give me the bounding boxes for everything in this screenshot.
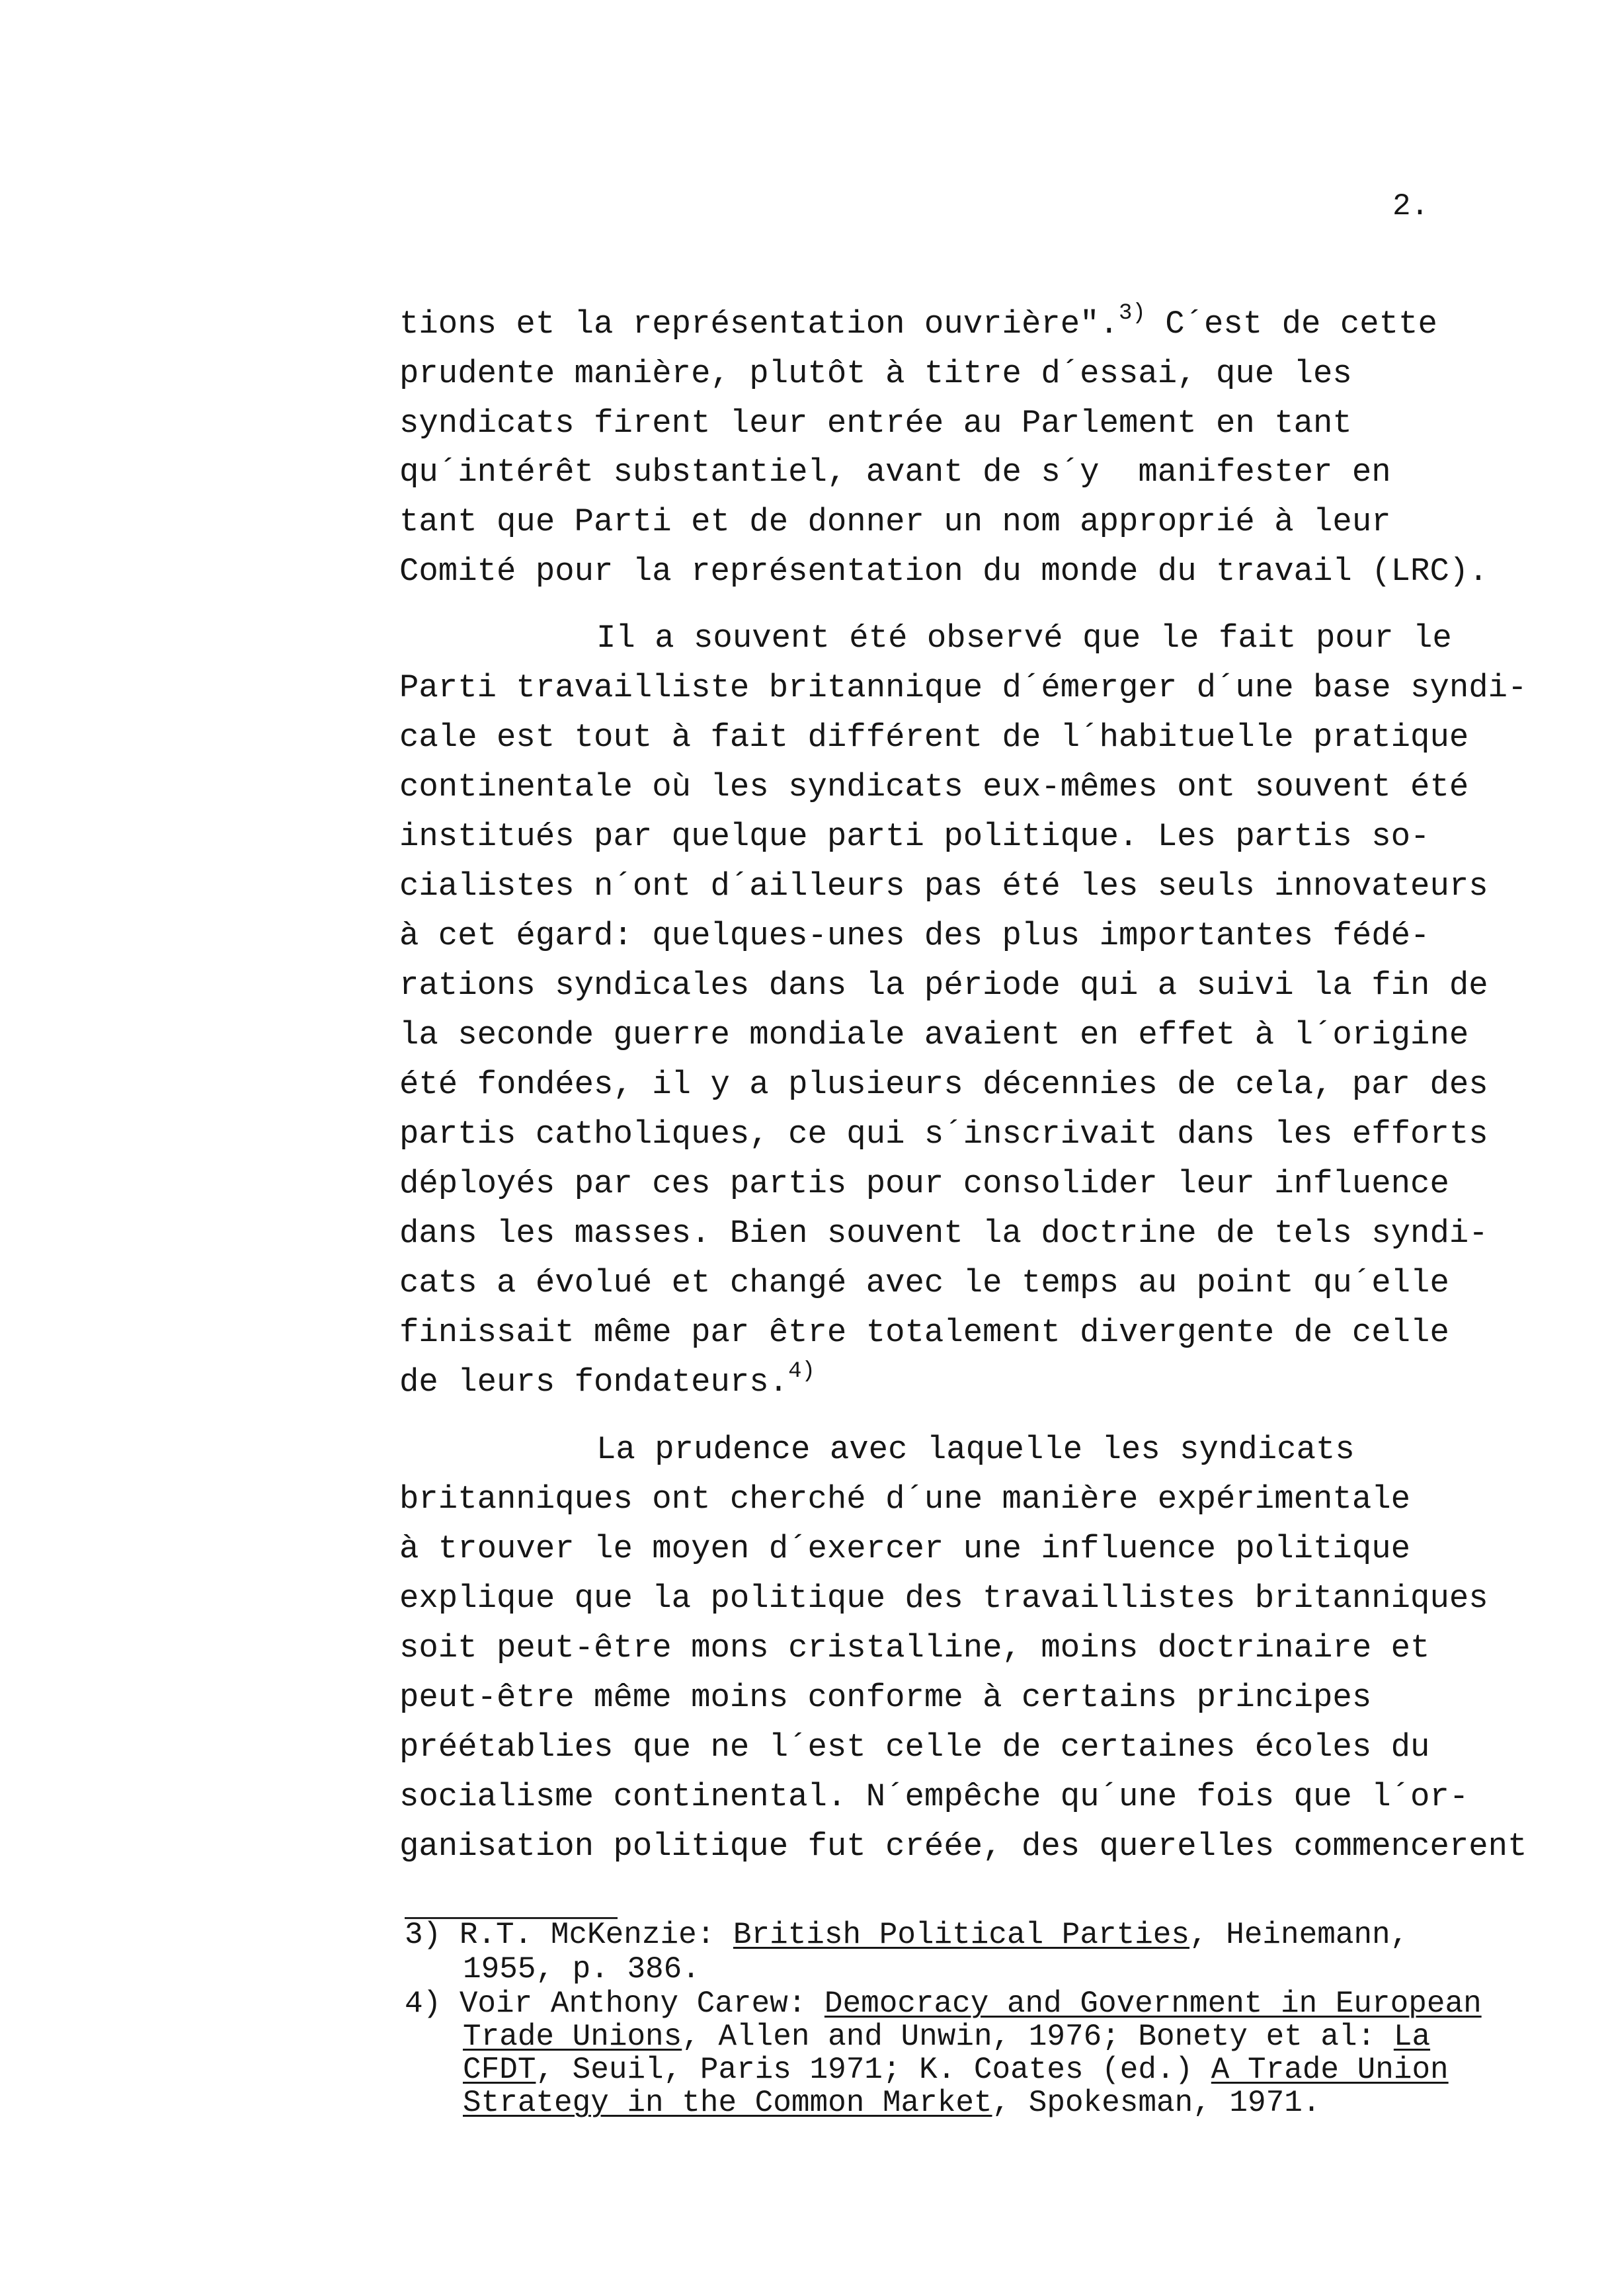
footnote-4: 4) Voir Anthony Carew: Democracy and Government in European bbox=[405, 1987, 1482, 2021]
body-line: cale est tout à fait différent de l´habituelle pratique bbox=[399, 719, 1469, 756]
footnote-ref-3: 3) bbox=[1118, 300, 1146, 326]
footnote-4-cont: Strategy in the Common Market, Spokesman, 1971. bbox=[463, 2086, 1321, 2120]
body-line: rations syndicales dans la période qui a suivi la fin de bbox=[399, 967, 1488, 1004]
paragraph-start-line: Il a souvent été observé que le fait pour le bbox=[596, 620, 1452, 657]
body-line: socialisme continental. N´empêche qu´une fois que l´or- bbox=[399, 1778, 1469, 1815]
body-line: cialistes n´ont d´ailleurs pas été les seuls innovateurs bbox=[399, 868, 1488, 905]
body-line: de leurs fondateurs.$^{4)}$ bbox=[399, 1358, 815, 1401]
body-line: continentale où les syndicats eux-mêmes ont souvent été bbox=[399, 768, 1469, 805]
body-line: britanniques ont cherché d´une manière expérimentale bbox=[399, 1481, 1411, 1518]
body-line: peut-être même moins conforme à certains principes bbox=[399, 1679, 1372, 1716]
body-line: déployés par ces partis pour consolider leur influence bbox=[399, 1165, 1449, 1202]
body-line: cats a évolué et changé avec le temps au point qu´elle bbox=[399, 1264, 1449, 1301]
body-line: à cet égard: quelques-unes des plus importantes fédé- bbox=[399, 917, 1430, 954]
footnote-4-cont: Trade Unions, Allen and Unwin, 1976; Bonety et al: La bbox=[463, 2020, 1431, 2054]
body-line: été fondées, il y a plusieurs décennies de cela, par des bbox=[399, 1066, 1488, 1103]
body-line: syndicats firent leur entrée au Parlement en tant bbox=[399, 405, 1352, 442]
footnote-ref-4: 4) bbox=[788, 1358, 815, 1384]
footnote-3: 3) R.T. McKenzie: British Political Parties, Heinemann, bbox=[405, 1918, 1409, 1952]
body-line: soit peut-être mons cristalline, moins doctrinaire et bbox=[399, 1629, 1430, 1666]
footnote-3-cont: 1955, p. 386. bbox=[463, 1952, 700, 1987]
cited-title: Trade Unions bbox=[463, 2020, 682, 2054]
body-line: Comité pour la représentation du monde du travail (LRC). bbox=[399, 553, 1488, 590]
body-line: institués par quelque parti politique. Les partis so- bbox=[399, 818, 1430, 855]
body-line: prudente manière, plutôt à titre d´essai, que les bbox=[399, 355, 1352, 392]
cited-title: Democracy and Government in European bbox=[824, 1987, 1482, 2021]
body-line: finissait même par être totalement divergente de celle bbox=[399, 1314, 1449, 1351]
body-line: partis catholiques, ce qui s´inscrivait dans les efforts bbox=[399, 1116, 1488, 1153]
body-line: qu´intérêt substantiel, avant de s´y manifester en bbox=[399, 454, 1391, 491]
body-line: Parti travailliste britannique d´émerger d´une base syndi- bbox=[399, 669, 1527, 706]
body-line: à trouver le moyen d´exercer une influence politique bbox=[399, 1530, 1411, 1567]
body-line: la seconde guerre mondiale avaient en effet à l´origine bbox=[399, 1016, 1469, 1053]
footnote-4-cont: CFDT, Seuil, Paris 1971; K. Coates (ed.) A Trade Union bbox=[463, 2053, 1449, 2087]
body-line: explique que la politique des travaillistes britanniques bbox=[399, 1580, 1488, 1617]
body-line: tions et la représentation ouvrière".$^{3)}$ C´est de cette bbox=[399, 300, 1437, 343]
body-line: préétablies que ne l´est celle de certaines écoles du bbox=[399, 1729, 1430, 1766]
cited-title: CFDT bbox=[463, 2053, 536, 2087]
body-line: ganisation politique fut créée, des querelles commencerent bbox=[399, 1828, 1527, 1865]
cited-title: British Political Parties bbox=[733, 1918, 1190, 1952]
body-line: dans les masses. Bien souvent la doctrine de tels syndi- bbox=[399, 1215, 1488, 1252]
cited-title: A Trade Union bbox=[1211, 2053, 1449, 2087]
body-line: tant que Parti et de donner un nom approprié à leur bbox=[399, 503, 1391, 540]
page-number: 2. bbox=[1392, 189, 1429, 224]
paragraph-start-line: La prudence avec laquelle les syndicats bbox=[596, 1431, 1355, 1468]
cited-title: Strategy in the Common Market bbox=[463, 2086, 992, 2120]
cited-title: La bbox=[1393, 2020, 1431, 2054]
